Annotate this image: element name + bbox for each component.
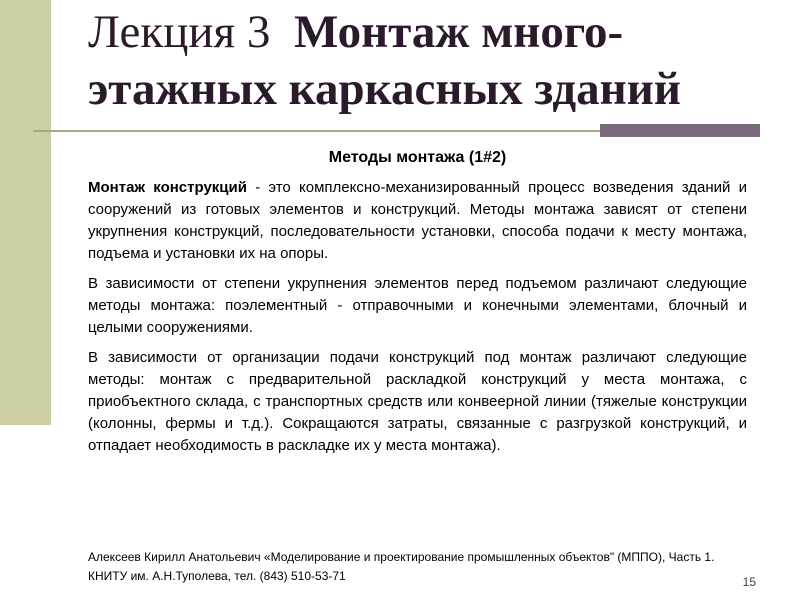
title-divider-line xyxy=(33,130,603,132)
slide-footer xyxy=(88,548,758,586)
footer-contact-line: КНИТУ им. А.Н.Туполева, тел. (843) 510-53-71 xyxy=(88,569,346,583)
sidebar-accent xyxy=(0,0,51,425)
slide-content xyxy=(88,146,747,457)
page-number: 15 xyxy=(742,575,756,589)
paragraph-1-term: Монтаж конструкций xyxy=(88,179,247,196)
footer-author-line: Алексеев Кирилл Анатольевич «Моделирование и проектирование промышленных объектов" (МППО), Часть 1. xyxy=(88,550,715,564)
paragraph-3: В зависимости от организации подачи конструкций под монтаж различают следующие методы: монтаж с предварительной раскладкой конструкций у места монтажа, с приобъектного склада, с транспортных средств или конвеерной линии (тяжелые конструкции (колонны, фермы и т.д.). Сокращаются затраты, связанные с разгрузкой конструкций, и отпадает необходимость в раскладке их у места монтажа). xyxy=(88,349,747,454)
paragraph-1-text: - это комплексно-механизированный процесс возведения зданий и сооружений из готовых элементов и конструкций. Методы монтажа зависят от степени укрупнения конструкций, последовательности установки, способа подачи к месту монтажа, подъема и установки их на опоры. xyxy=(88,179,747,262)
title-line2: этажных каркасных зданий xyxy=(88,63,681,115)
title-line1: Монтаж много- xyxy=(293,6,624,58)
title-prefix: Лекция 3 xyxy=(88,6,271,58)
title-divider-block xyxy=(600,124,760,137)
paragraph-1 xyxy=(88,177,747,265)
slide-title xyxy=(88,4,788,118)
slide-subtitle: Методы монтажа (1#2) xyxy=(328,149,507,166)
paragraph-2: В зависимости от степени укрупнения элементов перед подъемом различают следующие методы монтажа: поэлементный - отправочными и конечными элементами, блочный и целыми сооружениями. xyxy=(88,275,747,336)
